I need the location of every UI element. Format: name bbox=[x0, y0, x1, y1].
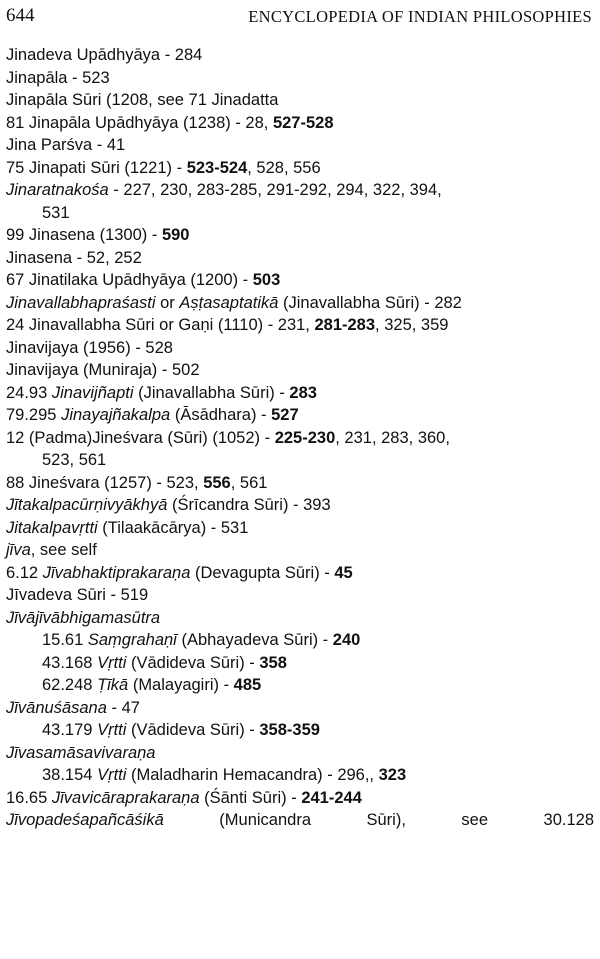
entry-pages-bold: 527-528 bbox=[272, 113, 334, 132]
index-entry bbox=[6, 404, 594, 427]
entry-pages-bold: 358 bbox=[259, 653, 287, 672]
entry-title: Vṛtti bbox=[97, 721, 127, 739]
entry-text: 38.154 bbox=[42, 766, 98, 784]
entry-text: (Malayagiri) - bbox=[128, 676, 234, 694]
entry-title: Jīvavicāraprakaraṇa bbox=[51, 788, 200, 807]
entry-text: , 561 bbox=[230, 473, 268, 492]
index-entry bbox=[6, 269, 594, 292]
page-number: 644 bbox=[6, 5, 35, 26]
index-entry bbox=[6, 494, 594, 517]
index-entry bbox=[6, 629, 594, 652]
entry-pages-bold: 281-283 bbox=[314, 316, 376, 334]
entry-text: (Jinavallabha Sūri) - bbox=[133, 383, 290, 402]
entry-text: 81 Jinapāla Upādhyāya (1238) - 28, bbox=[6, 113, 273, 132]
entry-text: Jinapāla Sūri (1208, see 71 Jinadatta bbox=[6, 91, 279, 109]
entry-title: Jīvopadeśapañcāśikā bbox=[6, 811, 164, 829]
entry-text: , see self bbox=[30, 541, 97, 559]
entry-text: 62.248 bbox=[42, 676, 98, 694]
entry-pages-bold: 240 bbox=[332, 631, 361, 649]
entry-text: 12 (Padma)Jineśvara (Sūri) (1052) - bbox=[6, 428, 275, 447]
entry-text: Jina Parśva - 41 bbox=[6, 136, 126, 154]
entry-title: Aṣṭasaptatikā bbox=[179, 293, 279, 312]
entry-title: Jinavijñapti bbox=[51, 383, 134, 402]
entry-text: 79.295 bbox=[6, 406, 62, 424]
entry-pages-bold: 590 bbox=[161, 226, 190, 244]
entry-text: Jinavijaya (Muniraja) - 502 bbox=[6, 361, 200, 379]
entry-text: , 231, 283, 360, bbox=[335, 428, 450, 447]
index-entry bbox=[6, 202, 594, 225]
entry-text: 15.61 bbox=[42, 631, 88, 649]
entry-text: Jinasena - 52, 252 bbox=[6, 248, 142, 267]
entry-text: Jinavijaya (1956) - 528 bbox=[6, 338, 173, 357]
index-entry bbox=[6, 742, 594, 765]
entry-text: 24.93 bbox=[6, 383, 52, 402]
index-entry bbox=[6, 517, 594, 540]
entry-text: 16.65 bbox=[6, 788, 52, 807]
entry-text: 531 bbox=[42, 203, 70, 222]
entry-text: (Maladharin Hemacandra) - 296,, bbox=[126, 766, 379, 784]
entry-title: Jinavallabhapraśasti bbox=[6, 293, 156, 312]
entry-title: Jīvasamāsavivaraṇa bbox=[6, 743, 156, 762]
entry-pages-bold: 485 bbox=[233, 676, 262, 694]
entry-text: Jinapāla - 523 bbox=[6, 68, 110, 87]
index-entry bbox=[6, 337, 594, 360]
entry-text: (Śrīcandra Sūri) - 393 bbox=[167, 496, 331, 514]
index-entry bbox=[6, 359, 594, 382]
entry-text: (Devagupta Sūri) - bbox=[190, 563, 335, 582]
entry-pages-bold: 556 bbox=[203, 473, 231, 492]
index-entry bbox=[6, 584, 594, 607]
entry-text: Jinadeva Upādhyāya - 284 bbox=[6, 46, 203, 64]
index-entries bbox=[6, 44, 594, 832]
entry-text: 99 Jinasena (1300) - bbox=[6, 226, 162, 244]
running-title: ENCYCLOPEDIA OF INDIAN PHILOSOPHIES bbox=[248, 7, 592, 26]
index-entry bbox=[6, 539, 594, 562]
entry-text: 24 Jinavallabha Sūri or Gaṇi (1110) - 231, bbox=[6, 316, 315, 334]
entry-title: Jīvājīvābhigamasūtra bbox=[6, 608, 161, 627]
entry-pages-bold: 323 bbox=[378, 766, 407, 784]
index-entry bbox=[6, 112, 594, 135]
entry-text: - 227, 230, 283-285, 291-292, 294, 322, 394, bbox=[108, 181, 442, 199]
entry-title: Ṭīkā bbox=[97, 676, 129, 694]
entry-text: (Āsādhara) - bbox=[170, 406, 272, 424]
entry-text: 6.12 bbox=[6, 563, 43, 582]
entry-text: see bbox=[461, 811, 489, 829]
entry-pages-bold: 523-524 bbox=[186, 158, 248, 177]
entry-pages-bold: 45 bbox=[334, 563, 353, 582]
index-entry bbox=[6, 472, 594, 495]
entry-title: Jitakalpavṛtti bbox=[6, 518, 98, 537]
entry-pages-bold: 503 bbox=[252, 271, 281, 289]
entry-title: Jinayajñakalpa bbox=[61, 406, 171, 424]
index-entry bbox=[6, 179, 594, 202]
entry-title: Vṛtti bbox=[97, 766, 127, 784]
index-entry bbox=[6, 67, 594, 90]
entry-title: Jinaratnakośa bbox=[6, 181, 109, 199]
entry-pages-bold: 358-359 bbox=[259, 721, 320, 739]
entry-text: (Vādideva Sūri) - bbox=[126, 653, 260, 672]
entry-text: 88 Jineśvara (1257) - 523, bbox=[6, 473, 204, 492]
index-entry bbox=[6, 719, 594, 742]
index-entry bbox=[6, 427, 594, 450]
index-entry bbox=[6, 382, 594, 405]
index-entry bbox=[6, 674, 594, 697]
index-entry bbox=[6, 247, 594, 270]
index-entry bbox=[6, 562, 594, 585]
index-entry bbox=[6, 787, 594, 810]
entry-title: jīva bbox=[6, 541, 31, 559]
index-entry bbox=[6, 224, 594, 247]
entry-pages-bold: 225-230 bbox=[274, 428, 336, 447]
running-header bbox=[6, 4, 592, 28]
entry-text: 43.179 bbox=[42, 721, 98, 739]
entry-pages-bold: 241-244 bbox=[301, 788, 362, 807]
index-entry bbox=[6, 697, 594, 720]
entry-text: 43.168 bbox=[42, 653, 98, 672]
entry-text: 523, 561 bbox=[42, 451, 107, 469]
index-entry bbox=[6, 652, 594, 675]
index-entry bbox=[6, 134, 594, 157]
entry-text: , 325, 359 bbox=[375, 316, 449, 334]
index-entry bbox=[6, 44, 594, 67]
index-entry bbox=[6, 607, 594, 630]
entry-text: (Abhayadeva Sūri) - bbox=[176, 631, 333, 649]
entry-title: Jīvānuśāsana bbox=[6, 698, 107, 717]
entry-text: (Vādideva Sūri) - bbox=[126, 721, 260, 739]
entry-text: Sūri), bbox=[366, 811, 406, 829]
entry-title: Vṛtti bbox=[97, 653, 127, 672]
index-entry bbox=[6, 764, 594, 787]
entry-text: Jīvadeva Sūri - 519 bbox=[6, 586, 149, 604]
index-entry bbox=[6, 292, 594, 315]
entry-text: or bbox=[155, 293, 180, 312]
entry-text: (Jinavallabha Sūri) - 282 bbox=[278, 293, 462, 312]
index-entry bbox=[6, 314, 594, 337]
entry-pages-bold: 283 bbox=[289, 383, 317, 402]
entry-text: 75 Jinapati Sūri (1221) - bbox=[6, 158, 187, 177]
entry-text: (Śānti Sūri) - bbox=[199, 788, 302, 807]
entry-pages-bold: 527 bbox=[271, 406, 299, 424]
entry-title: Saṃgrahaṇī bbox=[87, 631, 177, 649]
entry-text: 30.128 bbox=[543, 811, 594, 829]
entry-title: Jīvabhaktiprakaraṇa bbox=[42, 563, 191, 582]
entry-text: (Tilaakācārya) - 531 bbox=[97, 518, 249, 537]
entry-text: 67 Jinatilaka Upādhyāya (1200) - bbox=[6, 271, 253, 289]
entry-text: , 528, 556 bbox=[247, 158, 321, 177]
index-entry-last bbox=[6, 809, 594, 832]
index-entry bbox=[6, 157, 594, 180]
entry-text: - 47 bbox=[106, 698, 140, 717]
entry-title: Jītakalpacūrṇivyākhyā bbox=[6, 496, 168, 514]
index-entry bbox=[6, 449, 594, 472]
entry-text: (Municandra bbox=[219, 811, 311, 829]
index-entry bbox=[6, 89, 594, 112]
